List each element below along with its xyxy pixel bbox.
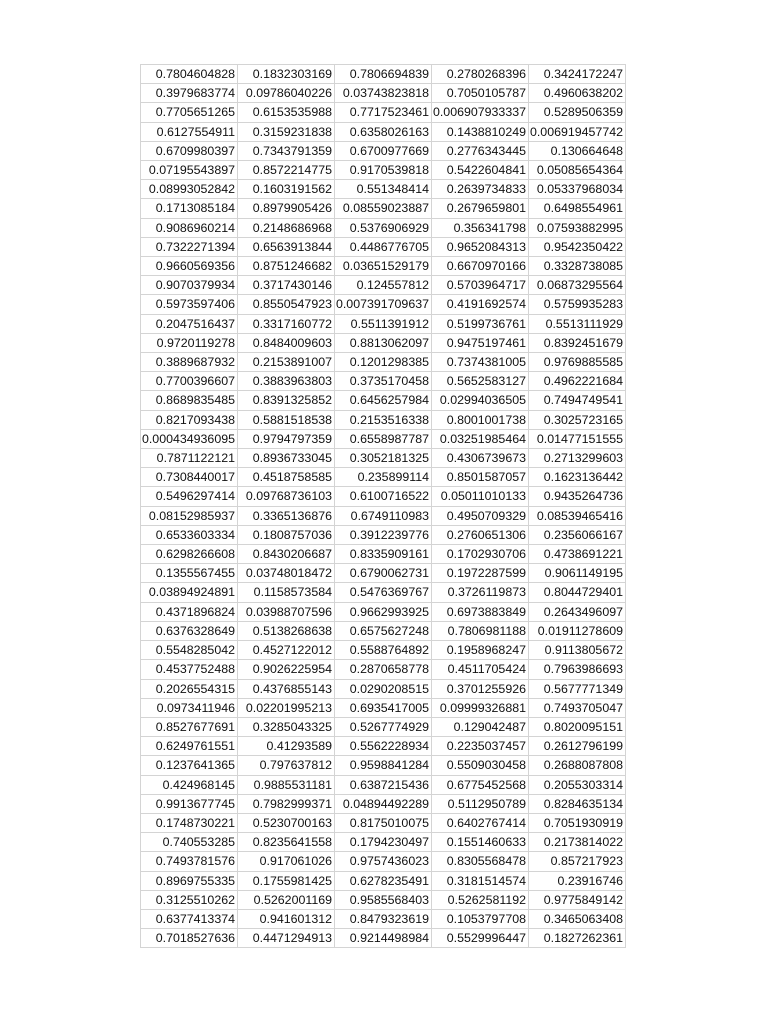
table-row	[141, 813, 626, 832]
table-cell[interactable]: 0.1201298385	[335, 353, 432, 372]
table-row	[141, 199, 626, 218]
table-cell[interactable]: 0.02994036505	[432, 391, 529, 410]
table-cell[interactable]: 0.4191692574	[432, 295, 529, 314]
table-cell[interactable]: 0.9542350422	[529, 237, 626, 256]
table-cell[interactable]: 0.5496297414	[141, 487, 238, 506]
table-cell[interactable]: 0.4962221684	[529, 372, 626, 391]
table-row	[141, 737, 626, 756]
table-cell[interactable]: 0.0973411946	[141, 698, 238, 717]
table-cell[interactable]: 0.6358026163	[335, 122, 432, 141]
table-cell[interactable]: 0.5509030458	[432, 756, 529, 775]
table-cell[interactable]: 0.857217923	[529, 852, 626, 871]
table-cell[interactable]: 0.9475197461	[432, 333, 529, 352]
table-cell[interactable]: 0.5376906929	[335, 218, 432, 237]
table-cell[interactable]: 0.9794797359	[238, 429, 335, 448]
table-cell[interactable]: 0.5262001169	[238, 890, 335, 909]
table-cell[interactable]: 0.04894492289	[335, 794, 432, 813]
table-cell[interactable]: 0.0290208515	[335, 679, 432, 698]
table-cell[interactable]: 0.8284635134	[529, 794, 626, 813]
table-row	[141, 641, 626, 660]
table-cell[interactable]: 0.1702930706	[432, 545, 529, 564]
table-cell[interactable]: 0.8020095151	[529, 717, 626, 736]
table-cell[interactable]: 0.7051930919	[529, 813, 626, 832]
table-cell[interactable]: 0.2356066167	[529, 525, 626, 544]
table-cell[interactable]: 0.7493781576	[141, 852, 238, 871]
table-cell[interactable]: 0.3889687932	[141, 353, 238, 372]
table-cell[interactable]: 0.8689835485	[141, 391, 238, 410]
table-cell[interactable]: 0.2153516338	[335, 410, 432, 429]
table-row	[141, 698, 626, 717]
table-cell[interactable]: 0.8813062097	[335, 333, 432, 352]
table-cell[interactable]: 0.5476369767	[335, 583, 432, 602]
table-cell[interactable]: 0.9435264736	[529, 487, 626, 506]
table-row	[141, 679, 626, 698]
table-cell[interactable]: 0.424968145	[141, 775, 238, 794]
table-cell[interactable]: 0.124557812	[335, 276, 432, 295]
table-cell[interactable]: 0.5529996447	[432, 929, 529, 948]
table-cell[interactable]: 0.6298266608	[141, 545, 238, 564]
table-cell[interactable]: 0.1551460633	[432, 833, 529, 852]
table-cell[interactable]: 0.4511705424	[432, 660, 529, 679]
table-cell[interactable]: 0.8001001738	[432, 410, 529, 429]
table-cell[interactable]: 0.02201995213	[238, 698, 335, 717]
table-row	[141, 257, 626, 276]
table-cell[interactable]: 0.8235641558	[238, 833, 335, 852]
table-cell[interactable]: 0.41293589	[238, 737, 335, 756]
table-cell[interactable]: 0.6127554911	[141, 122, 238, 141]
table-cell[interactable]: 0.2173814022	[529, 833, 626, 852]
table-cell[interactable]: 0.5881518538	[238, 410, 335, 429]
table-cell[interactable]: 0.740553285	[141, 833, 238, 852]
table-cell[interactable]: 0.4371896824	[141, 602, 238, 621]
table-cell[interactable]: 0.4950709329	[432, 506, 529, 525]
table-cell[interactable]: 0.2148686968	[238, 218, 335, 237]
table-cell[interactable]: 0.5199736761	[432, 314, 529, 333]
table-row	[141, 84, 626, 103]
table-row	[141, 218, 626, 237]
table-cell[interactable]: 0.03988707596	[238, 602, 335, 621]
table-cell[interactable]: 0.2643496097	[529, 602, 626, 621]
table-cell[interactable]: 0.2870658778	[335, 660, 432, 679]
table-cell[interactable]: 0.5677771349	[529, 679, 626, 698]
table-cell[interactable]: 0.4738691221	[529, 545, 626, 564]
table-cell[interactable]: 0.7493705047	[529, 698, 626, 717]
table-cell[interactable]: 0.01911278609	[529, 621, 626, 640]
table-cell[interactable]: 0.8217093438	[141, 410, 238, 429]
table-cell[interactable]: 0.3025723165	[529, 410, 626, 429]
table-cell[interactable]: 0.3159231838	[238, 122, 335, 141]
table-cell[interactable]: 0.2679659801	[432, 199, 529, 218]
table-cell[interactable]: 0.2055303314	[529, 775, 626, 794]
table-row	[141, 602, 626, 621]
table-cell[interactable]: 0.5289506359	[529, 103, 626, 122]
table-row	[141, 353, 626, 372]
table-cell[interactable]: 0.130664648	[529, 141, 626, 160]
table-cell[interactable]: 0.1053797708	[432, 909, 529, 928]
table-cell[interactable]: 0.2776343445	[432, 141, 529, 160]
table-cell[interactable]: 0.3735170458	[335, 372, 432, 391]
table-cell[interactable]: 0.03651529179	[335, 257, 432, 276]
table-row	[141, 545, 626, 564]
table-row	[141, 775, 626, 794]
table-cell[interactable]: 0.4376855143	[238, 679, 335, 698]
table-cell[interactable]: 0.9086960214	[141, 218, 238, 237]
table-cell[interactable]: 0.5511391912	[335, 314, 432, 333]
table-cell[interactable]: 0.3285043325	[238, 717, 335, 736]
table-cell[interactable]: 0.2688087808	[529, 756, 626, 775]
table-cell[interactable]: 0.5513111929	[529, 314, 626, 333]
table-cell[interactable]: 0.4537752488	[141, 660, 238, 679]
table-cell[interactable]: 0.1958968247	[432, 641, 529, 660]
table-cell[interactable]: 0.7963986693	[529, 660, 626, 679]
table-cell[interactable]: 0.5703964717	[432, 276, 529, 295]
table-cell[interactable]: 0.07195543897	[141, 161, 238, 180]
table-row	[141, 660, 626, 679]
table-row	[141, 506, 626, 525]
table-cell[interactable]: 0.9113805672	[529, 641, 626, 660]
table-cell[interactable]: 0.8969755335	[141, 871, 238, 890]
table-cell[interactable]: 0.3052181325	[335, 449, 432, 468]
table-cell[interactable]: 0.235899114	[335, 468, 432, 487]
table-cell[interactable]: 0.3365136876	[238, 506, 335, 525]
table-cell[interactable]: 0.1713085184	[141, 199, 238, 218]
table-cell[interactable]: 0.05337968034	[529, 180, 626, 199]
table-row	[141, 756, 626, 775]
table-cell[interactable]: 0.9913677745	[141, 794, 238, 813]
table-cell[interactable]: 0.6376328649	[141, 621, 238, 640]
table-row	[141, 621, 626, 640]
table-cell[interactable]: 0.1755981425	[238, 871, 335, 890]
table-cell[interactable]: 0.03743823818	[335, 84, 432, 103]
table-cell[interactable]: 0.5652583127	[432, 372, 529, 391]
table-cell[interactable]: 0.941601312	[238, 909, 335, 928]
table-cell[interactable]: 0.7705651265	[141, 103, 238, 122]
table-cell[interactable]: 0.08539465416	[529, 506, 626, 525]
table-cell[interactable]: 0.9662993925	[335, 602, 432, 621]
table-cell[interactable]: 0.007391709637	[335, 295, 432, 314]
table-cell[interactable]: 0.1808757036	[238, 525, 335, 544]
table-cell[interactable]: 0.2235037457	[432, 737, 529, 756]
table-cell[interactable]: 0.7806981188	[432, 621, 529, 640]
table-cell[interactable]: 0.3726119873	[432, 583, 529, 602]
table-cell[interactable]: 0.3125510262	[141, 890, 238, 909]
table-cell[interactable]: 0.6456257984	[335, 391, 432, 410]
table-cell[interactable]: 0.4527122012	[238, 641, 335, 660]
table-cell[interactable]: 0.09999326881	[432, 698, 529, 717]
table-cell[interactable]: 0.7374381005	[432, 353, 529, 372]
table-cell[interactable]: 0.03748018472	[238, 564, 335, 583]
table-row	[141, 833, 626, 852]
table-cell[interactable]: 0.6575627248	[335, 621, 432, 640]
table-row	[141, 276, 626, 295]
table-row	[141, 314, 626, 333]
table-cell[interactable]: 0.2026554315	[141, 679, 238, 698]
table-cell[interactable]: 0.1827262361	[529, 929, 626, 948]
table-cell[interactable]: 0.8335909161	[335, 545, 432, 564]
table-cell[interactable]: 0.2639734833	[432, 180, 529, 199]
table-cell[interactable]: 0.5422604841	[432, 161, 529, 180]
table-cell[interactable]: 0.07593882995	[529, 218, 626, 237]
table-cell[interactable]: 0.2760651306	[432, 525, 529, 544]
table-cell[interactable]: 0.9757436023	[335, 852, 432, 871]
table-cell[interactable]: 0.8044729401	[529, 583, 626, 602]
table-row	[141, 122, 626, 141]
table-cell[interactable]: 0.6387215436	[335, 775, 432, 794]
table-cell[interactable]: 0.7804604828	[141, 65, 238, 84]
table-cell[interactable]: 0.8572214775	[238, 161, 335, 180]
table-cell[interactable]: 0.08993052842	[141, 180, 238, 199]
table-cell[interactable]: 0.6533603334	[141, 525, 238, 544]
table-row	[141, 141, 626, 160]
table-cell[interactable]: 0.7050105787	[432, 84, 529, 103]
table-cell[interactable]: 0.8527677691	[141, 717, 238, 736]
table-cell[interactable]: 0.7322271394	[141, 237, 238, 256]
table-cell[interactable]: 0.3912239776	[335, 525, 432, 544]
table-cell[interactable]: 0.5138268638	[238, 621, 335, 640]
table-cell[interactable]: 0.8430206687	[238, 545, 335, 564]
table-cell[interactable]: 0.5588764892	[335, 641, 432, 660]
table-row	[141, 909, 626, 928]
table-row	[141, 583, 626, 602]
table-body	[141, 65, 626, 948]
table-cell[interactable]: 0.8392451679	[529, 333, 626, 352]
table-row	[141, 333, 626, 352]
table-cell[interactable]: 0.6563913844	[238, 237, 335, 256]
table-cell[interactable]: 0.23916746	[529, 871, 626, 890]
table-cell[interactable]: 0.9769885585	[529, 353, 626, 372]
table-cell[interactable]: 0.05011010133	[432, 487, 529, 506]
table-cell[interactable]: 0.06873295564	[529, 276, 626, 295]
table-cell[interactable]: 0.6700977669	[335, 141, 432, 160]
table-cell[interactable]: 0.01477151555	[529, 429, 626, 448]
table-cell[interactable]: 0.5973597406	[141, 295, 238, 314]
table-cell[interactable]: 0.1972287599	[432, 564, 529, 583]
table-cell[interactable]: 0.6935417005	[335, 698, 432, 717]
table-row	[141, 929, 626, 948]
table-cell[interactable]: 0.2047516437	[141, 314, 238, 333]
table-cell[interactable]: 0.6670970166	[432, 257, 529, 276]
table-row	[141, 871, 626, 890]
table-cell[interactable]: 0.09768736103	[238, 487, 335, 506]
table-cell[interactable]: 0.7982999371	[238, 794, 335, 813]
table-cell[interactable]: 0.9885531181	[238, 775, 335, 794]
table-row	[141, 487, 626, 506]
table-row	[141, 295, 626, 314]
table-cell[interactable]: 0.8936733045	[238, 449, 335, 468]
table-cell[interactable]: 0.3701255926	[432, 679, 529, 698]
table-cell[interactable]: 0.7700396607	[141, 372, 238, 391]
table-cell[interactable]: 0.1158573584	[238, 583, 335, 602]
table-cell[interactable]: 0.2713299603	[529, 449, 626, 468]
table-cell[interactable]: 0.8751246682	[238, 257, 335, 276]
table-cell[interactable]: 0.7018527636	[141, 929, 238, 948]
table-cell[interactable]: 0.006907933337	[432, 103, 529, 122]
table-cell[interactable]: 0.9214498984	[335, 929, 432, 948]
table-cell[interactable]: 0.5112950789	[432, 794, 529, 813]
table-cell[interactable]: 0.3465063408	[529, 909, 626, 928]
table-cell[interactable]: 0.03251985464	[432, 429, 529, 448]
table-row	[141, 180, 626, 199]
table-cell[interactable]: 0.9026225954	[238, 660, 335, 679]
table-cell[interactable]: 0.6775452568	[432, 775, 529, 794]
table-cell[interactable]: 0.1438810249	[432, 122, 529, 141]
table-cell[interactable]: 0.000434936095	[141, 429, 238, 448]
table-cell[interactable]: 0.3328738085	[529, 257, 626, 276]
table-cell[interactable]: 0.7494749541	[529, 391, 626, 410]
table-cell[interactable]: 0.6749110983	[335, 506, 432, 525]
table-row	[141, 449, 626, 468]
table-cell[interactable]: 0.6278235491	[335, 871, 432, 890]
table-row	[141, 468, 626, 487]
table-cell[interactable]: 0.7308440017	[141, 468, 238, 487]
table-cell[interactable]: 0.8479323619	[335, 909, 432, 928]
table-cell[interactable]: 0.05085654364	[529, 161, 626, 180]
table-cell[interactable]: 0.3883963803	[238, 372, 335, 391]
table-cell[interactable]: 0.1623136442	[529, 468, 626, 487]
table-cell[interactable]: 0.356341798	[432, 218, 529, 237]
table-cell[interactable]: 0.3181514574	[432, 871, 529, 890]
table-cell[interactable]: 0.9070379934	[141, 276, 238, 295]
table-cell[interactable]: 0.8305568478	[432, 852, 529, 871]
table-row	[141, 794, 626, 813]
table-cell[interactable]: 0.6558987787	[335, 429, 432, 448]
table-cell[interactable]: 0.9170539818	[335, 161, 432, 180]
table-cell[interactable]: 0.917061026	[238, 852, 335, 871]
table-cell[interactable]: 0.4306739673	[432, 449, 529, 468]
table-row	[141, 237, 626, 256]
table-row	[141, 564, 626, 583]
table-cell[interactable]: 0.4471294913	[238, 929, 335, 948]
table-cell[interactable]: 0.3424172247	[529, 65, 626, 84]
table-cell[interactable]: 0.7343791359	[238, 141, 335, 160]
table-cell[interactable]: 0.4960638202	[529, 84, 626, 103]
table-cell[interactable]: 0.6709980397	[141, 141, 238, 160]
table-cell[interactable]: 0.3317160772	[238, 314, 335, 333]
table-cell[interactable]: 0.7806694839	[335, 65, 432, 84]
table-cell[interactable]: 0.1832303169	[238, 65, 335, 84]
table-cell[interactable]: 0.1748730221	[141, 813, 238, 832]
table-cell[interactable]: 0.7871122121	[141, 449, 238, 468]
table-row	[141, 65, 626, 84]
table-cell[interactable]: 0.1237641365	[141, 756, 238, 775]
table-cell[interactable]: 0.09786040226	[238, 84, 335, 103]
table-cell[interactable]: 0.5262581192	[432, 890, 529, 909]
table-row	[141, 103, 626, 122]
table-cell[interactable]: 0.5267774929	[335, 717, 432, 736]
table-cell[interactable]: 0.5562228934	[335, 737, 432, 756]
table-cell[interactable]: 0.5759935283	[529, 295, 626, 314]
table-cell[interactable]: 0.9585568403	[335, 890, 432, 909]
table-cell[interactable]: 0.2780268396	[432, 65, 529, 84]
table-cell[interactable]: 0.4518758585	[238, 468, 335, 487]
table-row	[141, 410, 626, 429]
table-cell[interactable]: 0.3979683774	[141, 84, 238, 103]
table-cell[interactable]: 0.5230700163	[238, 813, 335, 832]
table-row	[141, 372, 626, 391]
table-cell[interactable]: 0.5548285042	[141, 641, 238, 660]
table-cell[interactable]: 0.797637812	[238, 756, 335, 775]
table-cell[interactable]: 0.1355567455	[141, 564, 238, 583]
table-cell[interactable]: 0.03894924891	[141, 583, 238, 602]
table-cell[interactable]: 0.8979905426	[238, 199, 335, 218]
table-cell[interactable]: 0.6790062731	[335, 564, 432, 583]
table-cell[interactable]: 0.8484009603	[238, 333, 335, 352]
table-row	[141, 525, 626, 544]
table-cell[interactable]: 0.4486776705	[335, 237, 432, 256]
table-cell[interactable]: 0.1794230497	[335, 833, 432, 852]
table-cell[interactable]: 0.8501587057	[432, 468, 529, 487]
table-row	[141, 717, 626, 736]
table-cell[interactable]: 0.9775849142	[529, 890, 626, 909]
table-cell[interactable]: 0.1603191562	[238, 180, 335, 199]
table-row	[141, 429, 626, 448]
table-cell[interactable]: 0.2612796199	[529, 737, 626, 756]
table-cell[interactable]: 0.08559023887	[335, 199, 432, 218]
table-cell[interactable]: 0.6100716522	[335, 487, 432, 506]
table-cell[interactable]: 0.9598841284	[335, 756, 432, 775]
table-cell[interactable]: 0.9720119278	[141, 333, 238, 352]
table-cell[interactable]: 0.129042487	[432, 717, 529, 736]
table-cell[interactable]: 0.8550547923	[238, 295, 335, 314]
table-cell[interactable]: 0.9652084313	[432, 237, 529, 256]
table-row	[141, 161, 626, 180]
table-cell[interactable]: 0.8175010075	[335, 813, 432, 832]
table-cell[interactable]: 0.9061149195	[529, 564, 626, 583]
table-cell[interactable]: 0.6498554961	[529, 199, 626, 218]
table-cell[interactable]: 0.6249761551	[141, 737, 238, 756]
table-cell[interactable]: 0.9660569356	[141, 257, 238, 276]
table-cell[interactable]: 0.6402767414	[432, 813, 529, 832]
table-row	[141, 890, 626, 909]
data-table	[140, 64, 626, 948]
table-cell[interactable]: 0.2153891007	[238, 353, 335, 372]
table-cell[interactable]: 0.6153535988	[238, 103, 335, 122]
table-cell[interactable]: 0.551348414	[335, 180, 432, 199]
table-cell[interactable]: 0.6973883849	[432, 602, 529, 621]
table-row	[141, 852, 626, 871]
table-row	[141, 391, 626, 410]
table-cell[interactable]: 0.08152985937	[141, 506, 238, 525]
table-cell[interactable]: 0.006919457742	[529, 122, 626, 141]
table-cell[interactable]: 0.3717430146	[238, 276, 335, 295]
table-cell[interactable]: 0.7717523461	[335, 103, 432, 122]
table-cell[interactable]: 0.6377413374	[141, 909, 238, 928]
table-cell[interactable]: 0.8391325852	[238, 391, 335, 410]
